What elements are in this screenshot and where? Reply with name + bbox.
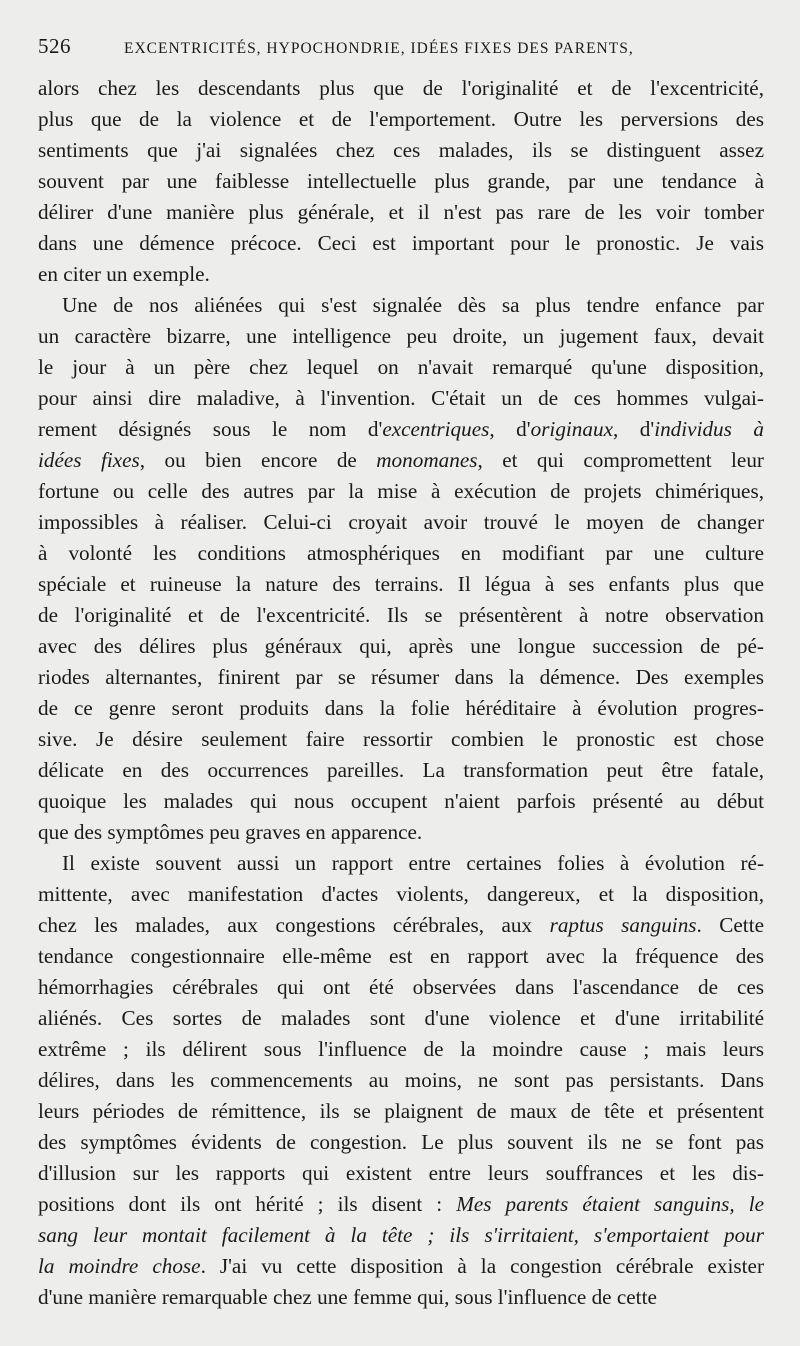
text-line: sentiments que j'ai signalées chez ces malades, ils se distinguent assez — [38, 138, 764, 162]
text-line: que des symptômes peu graves en apparence. — [38, 820, 423, 844]
text-line: hémorrhagies cérébrales qui ont été observées dans l'ascendance de ces — [38, 975, 764, 999]
text-line: tendance congestionnaire elle-même est en rapport avec la fréquence des — [38, 944, 764, 968]
text-line: idées fixes, ou bien encore de monomanes, et qui compromettent leur — [38, 448, 764, 472]
text-line: dans une démence précoce. Ceci est important pour le pronostic. Je vais — [38, 231, 764, 255]
text-line: d'une manière remarquable chez une femme qui, sous l'influence de cette — [38, 1285, 657, 1309]
page-header — [38, 34, 764, 70]
text-line: rement désignés sous le nom d'excentriques, d'originaux, d'individus à — [38, 417, 764, 441]
body-text — [38, 73, 764, 1313]
text-line: la moindre chose. J'ai vu cette disposition à la congestion cérébrale exister — [38, 1254, 764, 1278]
text-line: souvent par une faiblesse intellectuelle plus grande, par une tendance à — [38, 169, 764, 193]
text-line: de ce genre seront produits dans la folie héréditaire à évolution progres- — [38, 696, 764, 720]
text-line: impossibles à réaliser. Celui-ci croyait avoir trouvé le moyen de changer — [38, 510, 764, 534]
text-line: délires, dans les commencements au moins, ne sont pas persistants. Dans — [38, 1068, 764, 1092]
text-line: pour ainsi dire maladive, à l'invention. C'était un de ces hommes vulgai- — [38, 386, 764, 410]
text-line: à volonté les conditions atmosphériques en modifiant par une culture — [38, 541, 764, 565]
text-line: avec des délires plus généraux qui, après une longue succession de pé- — [38, 634, 764, 658]
text-line: sang leur montait facilement à la tête ; ils s'irritaient, s'emportaient pour — [38, 1223, 764, 1247]
text-line: un caractère bizarre, une intelligence peu droite, un jugement faux, devait — [38, 324, 764, 348]
text-line: spéciale et ruineuse la nature des terrains. Il légua à ses enfants plus que — [38, 572, 764, 596]
text-line: positions dont ils ont hérité ; ils disent : Mes parents étaient sanguins, le — [38, 1192, 764, 1216]
text-line: Il existe souvent aussi un rapport entre certaines folies à évolution ré- — [62, 851, 764, 875]
text-line: mittente, avec manifestation d'actes violents, dangereux, et la disposition, — [38, 882, 764, 906]
text-line: délicate en des occurrences pareilles. La transformation peut être fatale, — [38, 758, 764, 782]
text-line: plus que de la violence et de l'emportement. Outre les perversions des — [38, 107, 764, 131]
text-line: Une de nos aliénées qui s'est signalée dès sa plus tendre enfance par — [62, 293, 764, 317]
text-line: aliénés. Ces sortes de malades sont d'une violence et d'une irritabilité — [38, 1006, 764, 1030]
text-line: de l'originalité et de l'excentricité. Ils se présentèrent à notre observation — [38, 603, 764, 627]
text-line: en citer un exemple. — [38, 262, 210, 286]
text-line: leurs périodes de rémittence, ils se plaignent de maux de tête et présentent — [38, 1099, 764, 1123]
text-line: le jour à un père chez lequel on n'avait remarqué qu'une disposition, — [38, 355, 764, 379]
text-line: extrême ; ils délirent sous l'influence de la moindre cause ; mais leurs — [38, 1037, 764, 1061]
text-line: quoique les malades qui nous occupent n'aient parfois présenté au début — [38, 789, 764, 813]
text-line: des symptômes évidents de congestion. Le plus souvent ils ne se font pas — [38, 1130, 764, 1154]
text-line: chez les malades, aux congestions cérébrales, aux raptus sanguins. Cette — [38, 913, 764, 937]
text-line: fortune ou celle des autres par la mise à exécution de projets chimériques, — [38, 479, 764, 503]
text-line: délirer d'une manière plus générale, et il n'est pas rare de les voir tomber — [38, 200, 764, 224]
running-title: EXCENTRICITÉS, HYPOCHONDRIE, IDÉES FIXES DES PARENTS, — [124, 40, 634, 57]
page-number: 526 — [38, 34, 71, 58]
text-line: riodes alternantes, finirent par se résumer dans la démence. Des exemples — [38, 665, 764, 689]
text-line: sive. Je désire seulement faire ressortir combien le pronostic est chose — [38, 727, 764, 751]
text-line: alors chez les descendants plus que de l'originalité et de l'excentricité, — [38, 76, 764, 100]
text-line: d'illusion sur les rapports qui existent entre leurs souffrances et les dis- — [38, 1161, 764, 1185]
